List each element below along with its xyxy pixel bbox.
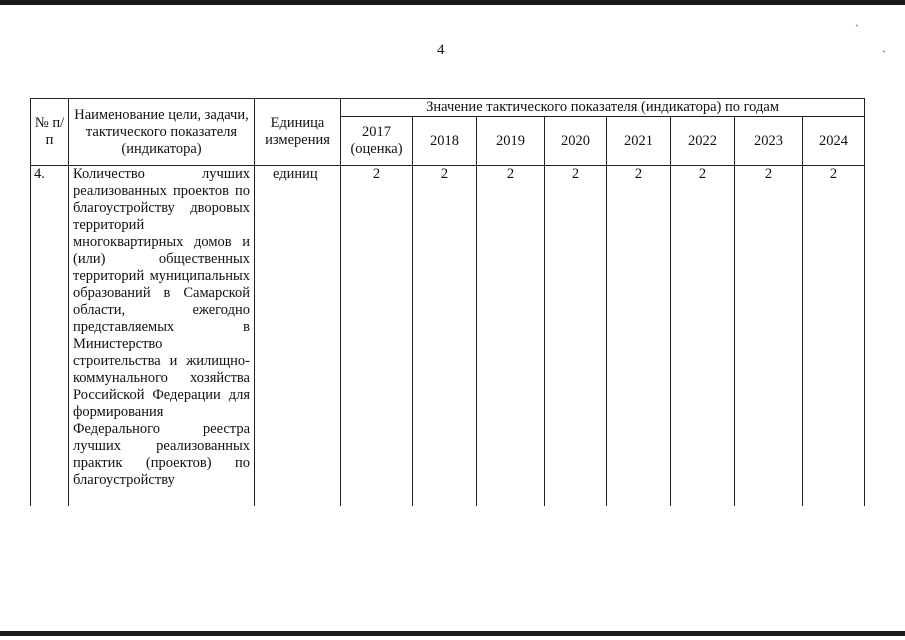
scan-speck: ˏ <box>855 13 859 27</box>
bottom-border-line <box>0 631 905 636</box>
header-year: 2021 <box>607 117 671 166</box>
header-year: 2017 (оценка) <box>341 117 413 166</box>
header-num: № п/п <box>31 99 69 166</box>
header-year: 2022 <box>671 117 735 166</box>
header-year: 2020 <box>545 117 607 166</box>
header-year: 2019 <box>477 117 545 166</box>
scan-speck: ˏ <box>882 39 886 53</box>
header-years-group: Значение тактического показателя (индикатора) по годам <box>341 99 865 117</box>
row-name: Количество лучших реализованных проектов по благоустройству дворовых территорий многоквартирных домов и (или) общественных территорий муниципальных образований в Самарской области, ежегодно представляемых в Министерство строительства и жилищно-коммунального хозяйства Российской Федерации для формирования Федерального реестра лучших реализованных практик (проектов) по благоустройству <box>69 166 255 507</box>
row-value: 2 <box>545 166 607 507</box>
header-unit: Единица измерения <box>255 99 341 166</box>
header-year: 2024 <box>803 117 865 166</box>
row-value: 2 <box>803 166 865 507</box>
row-value: 2 <box>671 166 735 507</box>
row-value: 2 <box>413 166 477 507</box>
header-year: 2018 <box>413 117 477 166</box>
row-value: 2 <box>477 166 545 507</box>
indicators-table <box>30 98 865 506</box>
top-border-line <box>0 0 905 5</box>
header-row-1 <box>31 99 865 117</box>
row-num: 4. <box>31 166 69 507</box>
page-number: 4 <box>437 42 445 58</box>
row-unit: единиц <box>255 166 341 507</box>
table-row <box>31 166 865 507</box>
header-year: 2023 <box>735 117 803 166</box>
header-name: Наименование цели, задачи, тактического показателя (индикатора) <box>69 99 255 166</box>
row-value: 2 <box>341 166 413 507</box>
row-value: 2 <box>735 166 803 507</box>
row-value: 2 <box>607 166 671 507</box>
